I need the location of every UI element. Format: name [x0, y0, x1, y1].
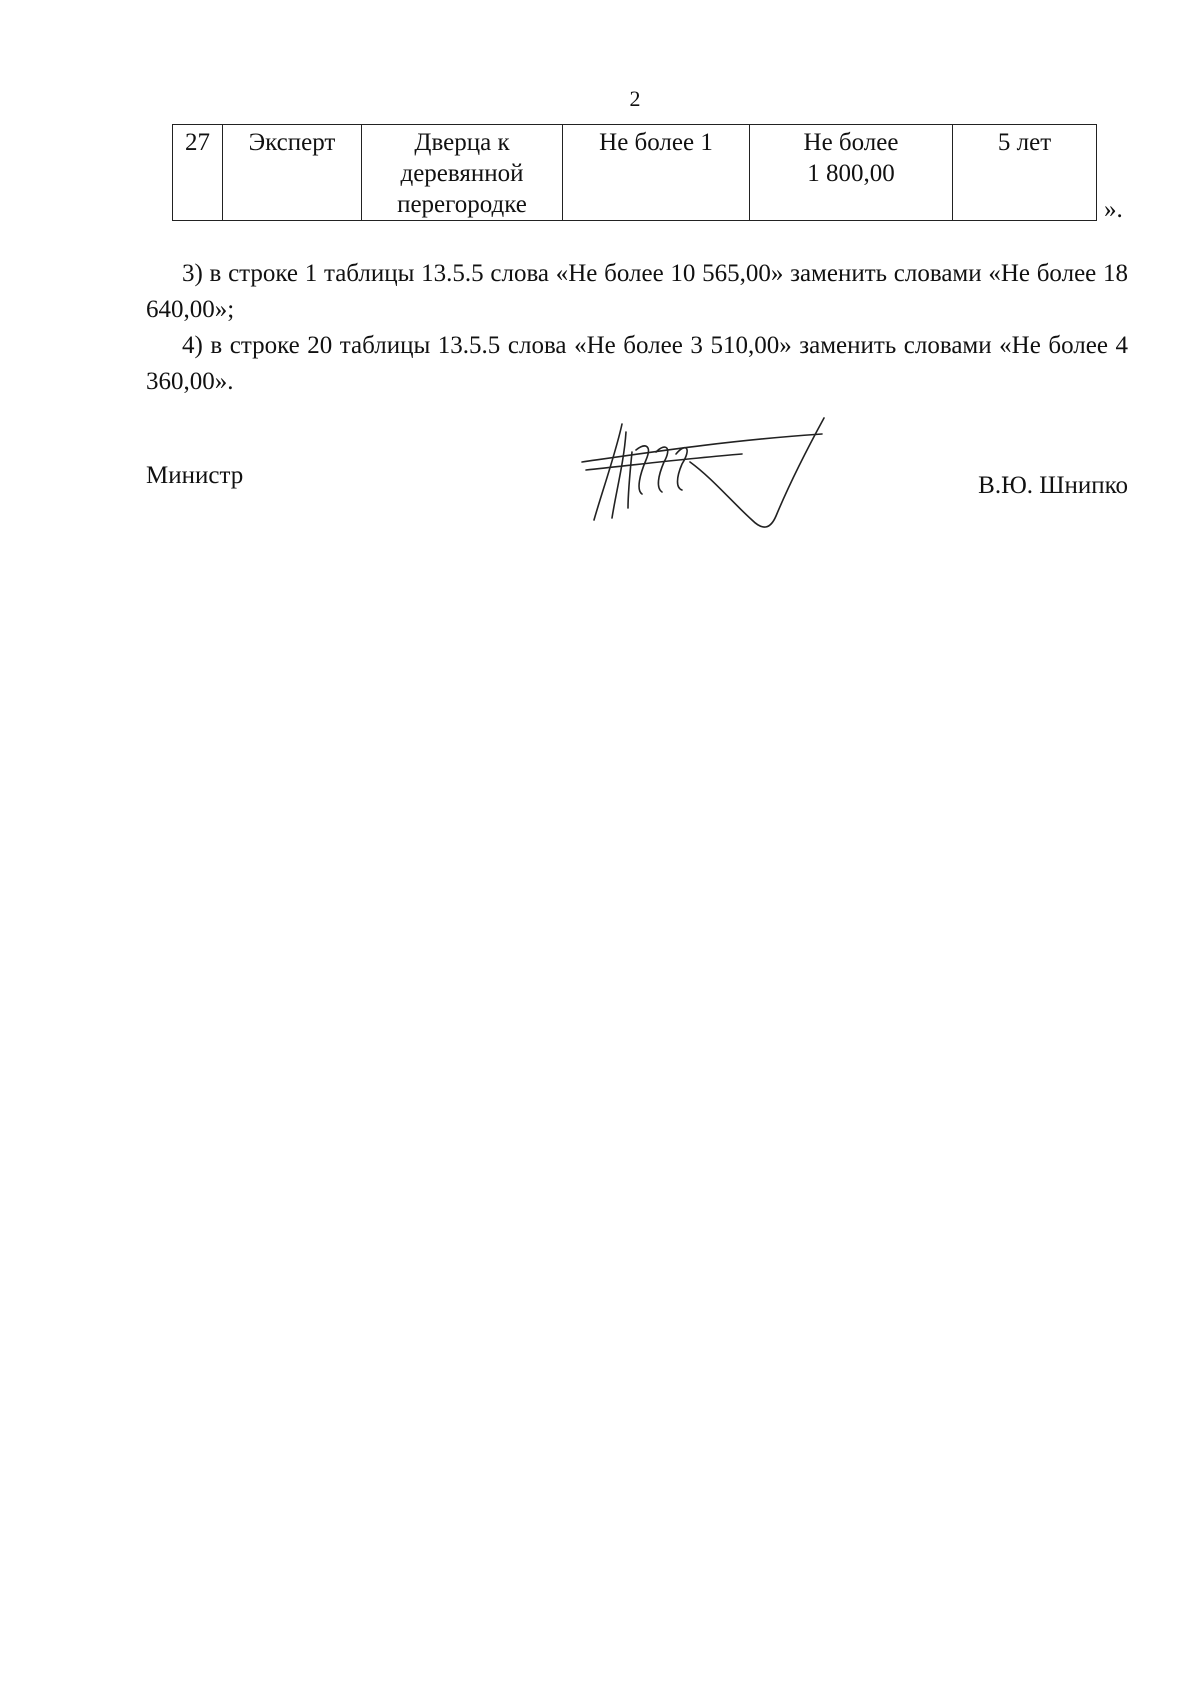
cell-price-line2: 1 800,00 [807, 160, 895, 187]
paragraph-item-4: 4) в строке 20 таблицы 13.5.5 слова «Не более 3 510,00» заменить словами «Не более 4 360,00». [146, 332, 1128, 395]
cell-item: Дверца к деревянной перегородке [362, 125, 563, 221]
signatory-name: В.Ю. Шнипко [978, 472, 1128, 499]
signatory-title: Министр [146, 462, 244, 489]
closing-quote-mark: ». [1104, 196, 1123, 223]
cell-position: Эксперт [223, 125, 362, 221]
cell-quantity: Не более 1 [563, 125, 750, 221]
cell-price-line1: Не более [803, 129, 899, 156]
handwritten-signature-icon [572, 412, 852, 542]
table-row [173, 125, 1097, 221]
cell-number: 27 [173, 125, 223, 221]
paragraph-item-3: 3) в строке 1 таблицы 13.5.5 слова «Не более 10 565,00» заменить словами «Не более 18 640,00»; [146, 260, 1128, 323]
amendment-table [172, 124, 1097, 221]
page-number: 2 [629, 86, 641, 111]
cell-price [750, 125, 953, 221]
cell-term: 5 лет [953, 125, 1097, 221]
